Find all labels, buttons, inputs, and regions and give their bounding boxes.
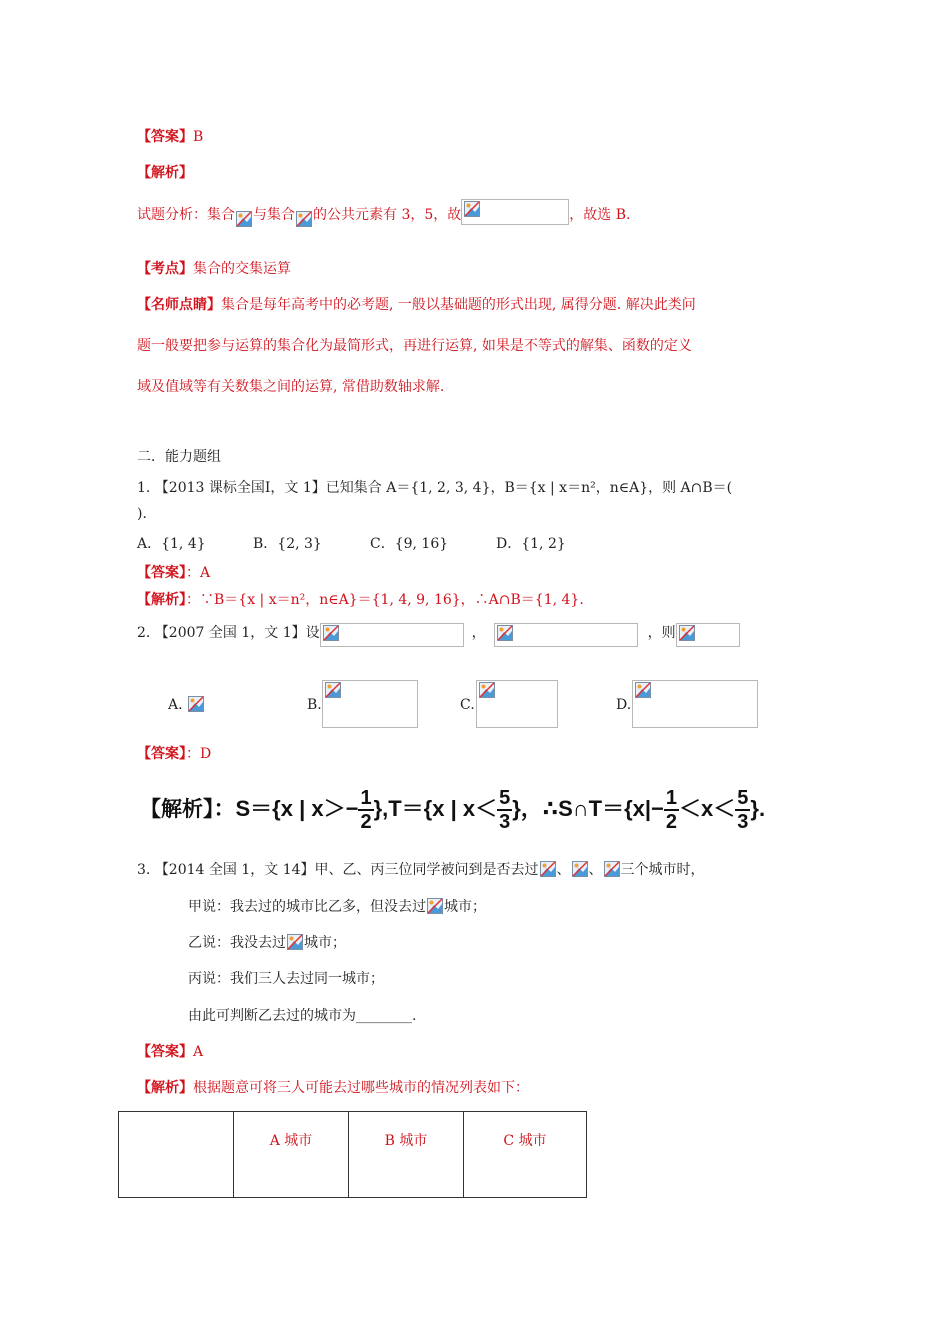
fraction-denominator: 3 — [499, 811, 511, 833]
fraction-3 — [664, 788, 679, 832]
formula-part-1: ：S＝{x | x＞− — [213, 795, 359, 821]
kaodian-line — [137, 259, 291, 279]
q2-set-a-image — [320, 623, 464, 647]
image-placeholder-icon — [479, 682, 495, 698]
q2-set-b-image — [494, 623, 638, 647]
analysis-tag: 【解析】 — [137, 165, 193, 181]
table-header-cell: A 城市 — [234, 1112, 349, 1198]
image-placeholder-icon — [679, 625, 695, 641]
kaodian-tag: 【考点】 — [137, 261, 193, 277]
q2-option-d-image — [632, 680, 758, 728]
answer-tag: 【答案】 — [137, 129, 193, 145]
image-placeholder-icon — [188, 696, 204, 712]
q1-stem-line-2: )． — [137, 506, 157, 522]
q1-option-d: D．{1, 2} — [496, 536, 566, 552]
q2-option-b-image — [322, 680, 418, 728]
image-placeholder-icon — [635, 682, 651, 698]
mingshi-tag: 【名师点睛】 — [137, 297, 221, 313]
analysis-text-3: 的公共元素有 3，5，故 — [313, 207, 462, 223]
table-header-cell — [119, 1112, 234, 1198]
fraction-denominator: 2 — [360, 811, 372, 833]
q2-option-b-label: B. — [307, 697, 322, 713]
formula-image-box — [461, 199, 569, 225]
q3-stem-text-b: 三个城市时， — [620, 862, 705, 878]
q3-answer-line — [137, 1042, 203, 1062]
q2-stem-text-a: 2. 【2007 全国 1，文 1】设 — [137, 625, 320, 641]
q2-stem-text-c: ，则 — [647, 625, 676, 641]
q1-analysis-line — [137, 590, 584, 610]
fraction-4 — [735, 788, 750, 832]
image-placeholder-icon — [427, 898, 443, 914]
image-placeholder-icon — [323, 625, 339, 641]
city-table — [118, 1111, 587, 1198]
q3-conclusion: 由此可判断乙去过的城市为________. — [188, 1008, 417, 1024]
q3-answer-tag: 【答案】 — [137, 1044, 193, 1060]
q2-analysis-formula — [140, 788, 765, 832]
q3-stem — [137, 860, 705, 880]
q1-analysis-tag: 【解析】 — [137, 592, 186, 608]
q1-analysis-text: ：∵B＝{x | x＝n²，n∈A}＝{1, 4, 9, 16}，∴A∩B＝{1, 4}. — [186, 592, 584, 608]
fraction-numerator: 5 — [499, 787, 511, 809]
q2-option-d-label: D. — [616, 697, 632, 713]
q1-answer-line — [137, 563, 210, 583]
q3-jia-text-b: 城市； — [444, 899, 486, 915]
table-header-cell: C 城市 — [464, 1112, 587, 1198]
analysis-line-1 — [137, 199, 630, 227]
q3-yi-statement — [188, 933, 346, 953]
q2-answer-value: ：D — [186, 746, 212, 762]
q1-option-b: B．{2, 3} — [253, 536, 322, 552]
q3-analysis-line — [137, 1078, 529, 1098]
fraction-numerator: 1 — [665, 787, 678, 809]
q3-yi-text-a: 乙说：我没去过 — [188, 935, 286, 951]
image-placeholder-icon — [296, 211, 312, 227]
answer-value: B — [193, 129, 204, 145]
mingshi-line-1 — [137, 295, 696, 315]
q2-result-image — [676, 623, 740, 647]
q2-answer-tag: 【答案】 — [137, 746, 186, 762]
q2-option-a-label: A. — [168, 697, 183, 713]
q1-answer-tag: 【答案】 — [137, 565, 186, 581]
mingshi-text-1: 集合是每年高考中的必考题, 一般以基础题的形式出现, 属得分题. 解决此类问 — [221, 297, 696, 313]
fraction-numerator: 1 — [360, 787, 372, 809]
q3-analysis-tag: 【解析】 — [137, 1080, 193, 1096]
image-placeholder-icon — [497, 625, 513, 641]
q2-stem — [137, 623, 740, 647]
q3-answer-value: A — [193, 1044, 204, 1060]
formula-part-5: }. — [750, 795, 766, 821]
q3-jia-statement — [188, 897, 486, 917]
q2-option-c-label: C. — [460, 697, 475, 713]
fraction-denominator: 3 — [737, 811, 749, 833]
image-placeholder-icon — [236, 211, 252, 227]
table-header-cell: B 城市 — [349, 1112, 464, 1198]
image-placeholder-icon — [287, 934, 303, 950]
q3-bing-statement: 丙说：我们三人去过同一城市； — [188, 971, 384, 987]
mingshi-line-3: 域及值域等有关数集之间的运算, 常借助数轴求解. — [137, 379, 445, 395]
analysis-text-4: ，故选 B. — [569, 207, 631, 223]
image-placeholder-icon — [325, 682, 341, 698]
fraction-numerator: 5 — [737, 787, 749, 809]
kaodian-text: 集合的交集运算 — [193, 261, 291, 277]
q2-option-c-image — [476, 680, 558, 728]
image-placeholder-icon — [604, 861, 620, 877]
image-placeholder-icon — [572, 861, 588, 877]
analysis-text-2: 与集合 — [253, 207, 295, 223]
image-placeholder-icon — [540, 861, 556, 877]
fraction-2 — [497, 788, 512, 832]
mingshi-line-2: 题一般要把参与运算的集合化为最简形式，再进行运算, 如果是不等式的解集、函数的定义 — [137, 338, 692, 354]
table-row — [119, 1112, 587, 1198]
analysis-text-1: 试题分析：集合 — [137, 207, 235, 223]
q2-answer-line — [137, 744, 211, 764]
formula-part-3: }，∴S∩T＝{x|− — [512, 795, 664, 821]
q2-analysis-tag: 【解析】 — [140, 797, 214, 821]
q3-analysis-text: 根据题意可将三人可能去过哪些城市的情况列表如下： — [193, 1080, 529, 1096]
q1-stem-line-1: 1. 【2013 课标全国Ⅰ，文 1】已知集合 A＝{1, 2, 3, 4}，B＝{x | x＝n²，n∈A}，则 A∩B＝( — [137, 480, 733, 496]
formula-part-2: },T＝{x | x＜ — [373, 795, 498, 821]
q3-jia-text-a: 甲说：我去过的城市比乙多，但没去过 — [188, 899, 426, 915]
q1-option-a: A．{1, 4} — [137, 536, 206, 552]
q3-separator: 、 — [588, 862, 603, 878]
q1-answer-value: ：A — [186, 565, 211, 581]
q2-stem-text-b: ， — [471, 625, 486, 641]
q1-option-c: C．{9, 16} — [370, 536, 449, 552]
fraction-1 — [358, 788, 373, 832]
fraction-denominator: 2 — [665, 811, 678, 833]
q3-separator: 、 — [556, 862, 571, 878]
section-title: 二．能力题组 — [137, 449, 221, 465]
q3-stem-text-a: 3. 【2014 全国 1，文 14】甲、乙、丙三位同学被问到是否去过 — [137, 862, 539, 878]
q3-yi-text-b: 城市； — [304, 935, 346, 951]
image-placeholder-icon — [464, 201, 480, 217]
answer-line-1 — [137, 127, 203, 147]
formula-part-4: ＜x＜ — [679, 795, 736, 821]
